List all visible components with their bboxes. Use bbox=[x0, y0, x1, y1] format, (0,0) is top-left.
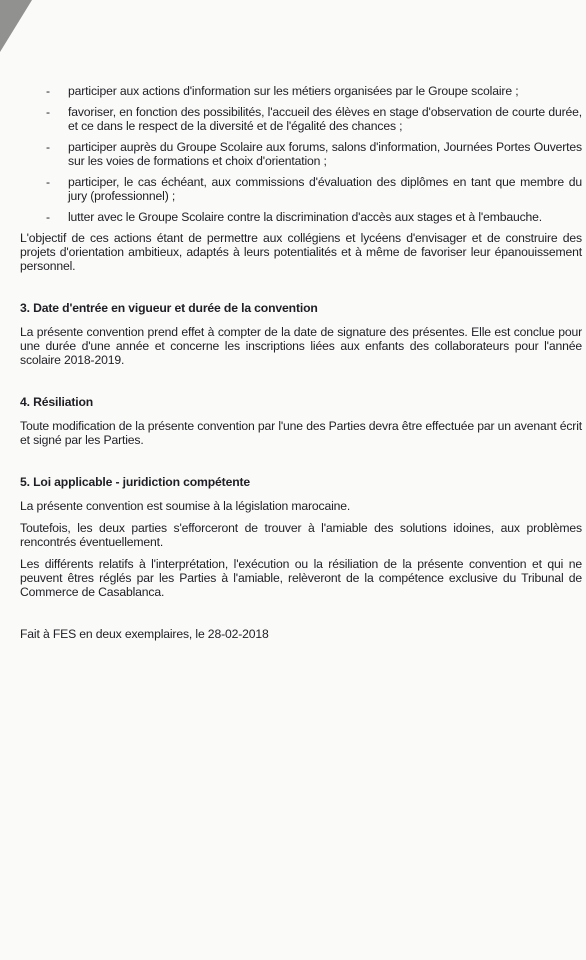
bullet-list bbox=[20, 84, 582, 224]
list-item-text: participer, le cas échéant, aux commissions d'évaluation des diplômes en tant que membre du jury (professionnel) ; bbox=[68, 175, 582, 203]
dash-bullet: - bbox=[46, 84, 50, 98]
section-5-paragraph-2: Toutefois, les deux parties s'efforceront de trouver à l'amiable des solutions idoines, aux problèmes rencontrés éventuellement. bbox=[20, 521, 582, 549]
dash-bullet: - bbox=[46, 140, 50, 154]
dash-bullet: - bbox=[46, 210, 50, 224]
list-item-text: participer auprès du Groupe Scolaire aux forums, salons d'information, Journées Portes Ouvertes sur les voies de formations et choix d'orientation ; bbox=[68, 140, 582, 168]
list-item bbox=[46, 175, 582, 203]
document-body bbox=[20, 84, 582, 649]
section-3-body: La présente convention prend effet à compter de la date de signature des présentes. Elle est conclue pour une durée d'une année et concerne les inscriptions liées aux enfants des collaborateurs pour l'année scolaire 2018-2019. bbox=[20, 325, 582, 367]
section-4-body: Toute modification de la présente convention par l'une des Parties devra être effectuée par un avenant écrit et signé par les Parties. bbox=[20, 419, 582, 447]
list-item bbox=[46, 105, 582, 133]
list-item-text: favoriser, en fonction des possibilités, l'accueil des élèves en stage d'observation de courte durée, et ce dans le respect de la diversité et de l'égalité des chances ; bbox=[68, 105, 582, 133]
section-5-paragraph-1: La présente convention est soumise à la législation marocaine. bbox=[20, 499, 351, 513]
list-item bbox=[46, 210, 582, 224]
list-item bbox=[46, 84, 582, 98]
list-item bbox=[46, 140, 582, 168]
section-5-title: 5. Loi applicable - juridiction compétente bbox=[20, 475, 251, 489]
section-4-title: 4. Résiliation bbox=[20, 395, 94, 409]
scan-corner-shadow bbox=[0, 0, 32, 52]
objective-paragraph: L'objectif de ces actions étant de permettre aux collégiens et lycéens d'envisager et de construire des projets d'orientation ambitieux, adaptés à leurs potentialités et à même de favoriser leur épanouissement personnel. bbox=[20, 231, 582, 273]
list-item-text: participer aux actions d'information sur les métiers organisées par le Groupe scolaire ; bbox=[68, 84, 519, 98]
section-3-title: 3. Date d'entrée en vigueur et durée de la convention bbox=[20, 301, 318, 315]
signature-line: Fait à FES en deux exemplaires, le 28-02-2018 bbox=[20, 627, 269, 641]
section-5-paragraph-3: Les différents relatifs à l'interprétation, l'exécution ou la résiliation de la présente convention et qui ne peuvent êtres réglés par les Parties à l'amiable, relèveront de la compétence exclusive du Tribunal de Commerce de Casablanca. bbox=[20, 557, 582, 599]
dash-bullet: - bbox=[46, 175, 50, 189]
dash-bullet: - bbox=[46, 105, 50, 119]
list-item-text: lutter avec le Groupe Scolaire contre la discrimination d'accès aux stages et à l'embauche. bbox=[68, 210, 543, 224]
